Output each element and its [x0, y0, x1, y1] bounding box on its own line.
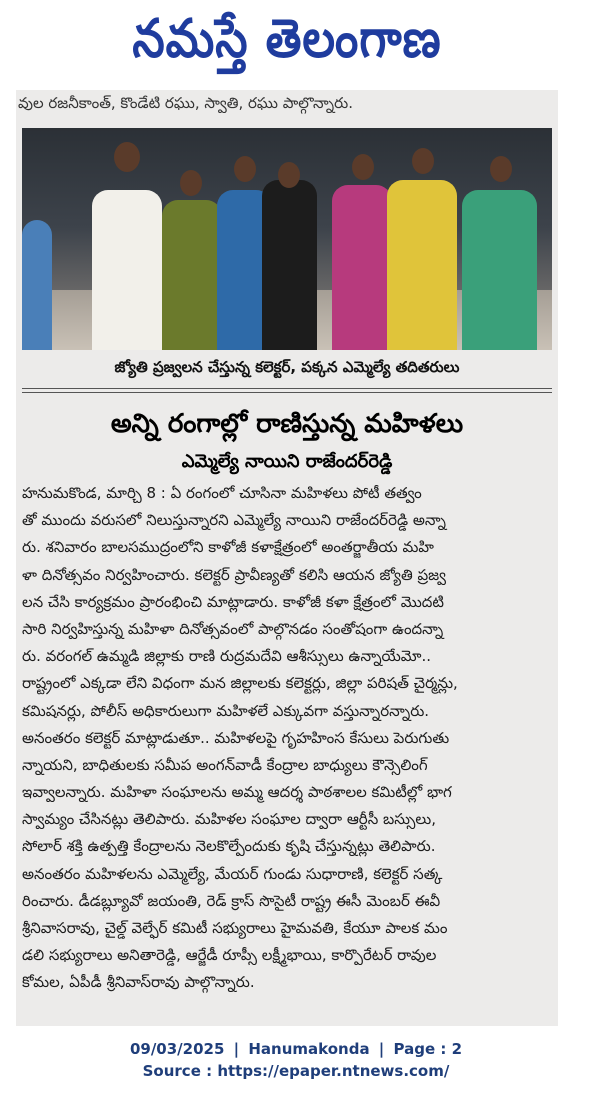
article-line: శ్రీనివాసరావు, చైల్డ్ వెల్ఫేర్ కమిటీ సభ్యురాలు హైమవతి, కేయూ పాలక మం	[22, 919, 448, 937]
article-line: సారి నిర్వహిస్తున్న మహిళా దినోత్సవంలో పాల్గొనడం సంతోషంగా ఉందన్నా	[22, 619, 444, 638]
footer-date: 09/03/2025	[129, 1040, 225, 1058]
footer-source[interactable]: Source : https://epaper.ntnews.com/	[142, 1062, 450, 1080]
article-subhead: ఎమ్మెల్యే నాయిని రాజేందర్‌రెడ్డి	[181, 451, 393, 472]
article-line: హనుమకొండ, మార్చి 8 : ఏ రంగంలో చూసినా మహిళలు పోటీ తత్వం	[22, 484, 422, 502]
article-line: లన చేసి కార్యక్రమం ప్రారంభించి మాట్లాడారు. కాళోజీ కళా క్షేత్రంలో మొదటి	[22, 592, 444, 611]
article-body	[22, 480, 552, 997]
article-line: రాష్ట్రంలో ఎక్కడా లేని విధంగా మన జిల్లాలకు కలెక్టర్లు, జిల్లా పరిషత్ చైర్మన్లు,	[22, 674, 458, 693]
article-line: న్నాయని, బాధితులకు సమీప అంగన్‌వాడీ కేంద్రాల బాధ్యులు కౌన్సెలింగ్	[22, 755, 428, 774]
page-footer	[0, 1038, 592, 1082]
article-line: ఇవ్వాలన్నారు. మహిళా సంఘాలను అమ్మ ఆదర్శ పాఠశాలల కమిటీల్లో భాగ	[22, 783, 452, 802]
footer-edition: Hanumakonda	[248, 1040, 370, 1058]
article-line: కోమల, ఏపీడీ శ్రీనివాస్‌రావు పాల్గొన్నారు.	[22, 973, 255, 992]
event-photo	[22, 128, 552, 350]
article-line: రు. శనివారం బాలసముద్రంలోని కాళోజీ కళాక్షేత్రంలో అంతర్జాతీయ మహి	[22, 538, 434, 557]
previous-article-cut-line: వుల రజనీకాంత్, కొండేటి రఘు, స్వాతి, రఘు పాల్గొన్నారు.	[18, 94, 353, 112]
article-line: రు. వరంగల్ ఉమ్మడి జిల్లాకు రాణి రుద్రమదేవి ఆశీస్సులు ఉన్నాయేమో..	[22, 647, 432, 666]
article-line: సోలార్ శక్తి ఉత్పత్తి కేంద్రాలను నెలకొల్పేందుకు కృషి చేస్తున్నట్లు తెలిపారు.	[22, 837, 436, 856]
footer-page: Page : 2	[393, 1040, 463, 1058]
article-line: స్వామ్యం చేసినట్లు తెలిపారు. మహిళల సంఘాల ద్వారా ఆర్టీసీ బస్సులు,	[22, 810, 436, 829]
photo-caption: జ్యోతి ప్రజ్వలన చేస్తున్న కలెక్టర్, పక్కన ఎమ్మెల్యే తదితరులు	[114, 358, 460, 376]
article-line: అనంతరం కలెక్టర్ మాట్లాడుతూ.. మహిళలపై గృహహింస కేసులు పెరుగుతు	[22, 728, 450, 747]
article-line: డలి సభ్యురాలు అనితారెడ్డి, ఆర్జేడీ రూప్సీ లక్ష్మీభాయి, కార్పొరేటర్ రావుల	[22, 946, 437, 965]
footer-meta	[0, 1038, 592, 1060]
article-line: అనంతరం మహిళలను ఎమ్మెల్యే, మేయర్ గుండు సుధారాణి, కలెక్టర్ సత్క	[22, 864, 443, 883]
divider	[22, 388, 552, 389]
article-line: కమిషనర్లు, పోలీస్ అధికారులుగా మహిళలే ఎక్కువగా వస్తున్నారన్నారు.	[22, 701, 430, 720]
article-line: తో ముందు వరుసలో నిలుస్తున్నారని ఎమ్మెల్యే నాయిని రాజేందర్‌రెడ్డి అన్నా	[22, 511, 446, 530]
article-line: రించారు. డీడబ్ల్యూవో జయంతి, రెడ్ క్రాస్ సొసైటీ రాష్ట్ర ఈసీ మెంబర్ ఈవీ	[22, 891, 441, 910]
article-line: ళా దినోత్సవం నిర్వహించారు. కలెక్టర్ ప్రావీణ్యతో కలిసి ఆయన జ్యోతి ప్రజ్వ	[22, 565, 446, 584]
masthead-title: నమస్తే తెలంగాణ	[132, 7, 442, 70]
divider	[22, 392, 552, 393]
footer-separator: |	[378, 1040, 385, 1058]
article-headline: అన్ని రంగాల్లో రాణిస్తున్న మహిళలు	[110, 409, 464, 439]
footer-separator: |	[233, 1040, 240, 1058]
newspaper-clipping	[16, 0, 558, 1026]
masthead	[16, 0, 558, 90]
